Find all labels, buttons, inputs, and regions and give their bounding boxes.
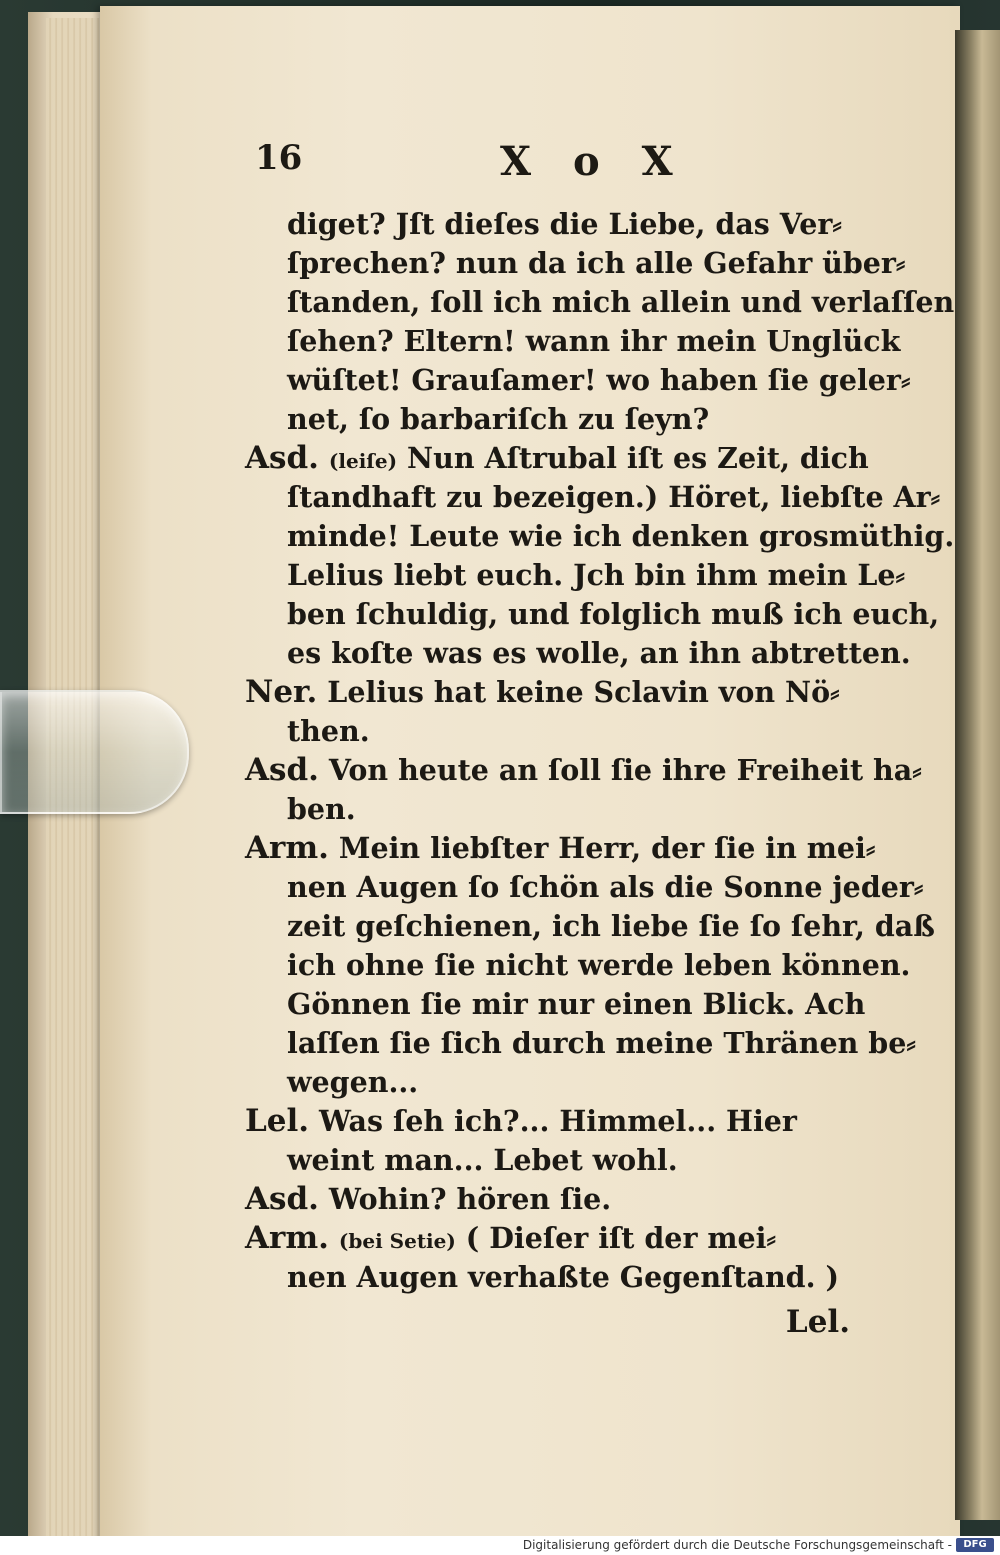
page-number: 16	[255, 138, 303, 178]
speech-line: wegen...	[287, 1065, 419, 1099]
speech-line: Gönnen ſie mir nur einen Blick. Ach	[287, 987, 866, 1021]
speech-line: nen Augen verhaßte Gegenſtand. )	[287, 1260, 839, 1294]
speaker-name: Arm.	[245, 1220, 329, 1256]
speech-text: Von heute an ſoll ſie ihre Freiheit ha⸗	[328, 753, 922, 787]
speech-text: Was ſeh ich?... Himmel... Hier	[319, 1104, 797, 1138]
speech-line: minde! Leute wie ich denken grosmüthig.	[287, 519, 955, 553]
speech-line: nen Augen ſo ſchön als die Sonne jeder⸗	[287, 870, 924, 904]
speech-line: ich ohne ſie nicht werde leben können.	[287, 948, 911, 982]
speech-line	[245, 439, 885, 478]
speaker-name: Asd.	[245, 440, 319, 476]
catchword: Lel.	[785, 1304, 850, 1340]
text-line: net, ſo barbariſch zu ſeyn?	[287, 402, 710, 436]
funding-credit: Digitalisierung gefördert durch die Deutsche Forschungsgemeinschaft -	[522, 1538, 952, 1552]
speaker-name: Asd.	[245, 752, 319, 788]
speech-line	[245, 673, 885, 712]
dfg-logo: DFG	[956, 1538, 994, 1552]
speech-text: Nun Aſtrubal iſt es Zeit, dich	[407, 441, 869, 475]
speech-line: then.	[287, 714, 370, 748]
glass-page-clip	[0, 690, 189, 814]
stage-direction: (leiſe)	[328, 449, 398, 473]
speech-line: laſſen ſie ſich durch meine Thränen be⸗	[287, 1026, 916, 1060]
right-page-edge	[955, 30, 1000, 1520]
stage-direction: (bei Setie)	[338, 1229, 456, 1253]
text-line: wüſtet! Grauſamer! wo haben ſie geler⸗	[287, 363, 911, 397]
text-line: ſehen? Eltern! wann ihr mein Unglück	[287, 324, 901, 358]
speaker-name: Asd.	[245, 1181, 319, 1217]
speech-text: Mein liebſter Herr, der ſie in mei⸗	[338, 831, 876, 865]
speech-line: zeit geſchienen, ich liebe ſie ſo ſehr, daß	[287, 909, 935, 943]
speech-text: Lelius hat keine Sclavin von Nö⸗	[327, 675, 840, 709]
speech-text: Wohin? hören ſie.	[328, 1182, 612, 1216]
speech-line	[245, 1180, 885, 1219]
speech-line	[245, 829, 885, 868]
speaker-name: Lel.	[245, 1103, 310, 1139]
speech-line	[245, 751, 922, 790]
text-line: diget? Jſt dieſes die Liebe, das Ver⸗	[287, 207, 842, 241]
speech-line: Lelius liebt euch. Jch bin ihm mein Le⸗	[287, 558, 906, 592]
header-ornament: X o X	[500, 138, 687, 185]
text-line: ſtanden, ſoll ich mich allein und verlaſſen	[287, 285, 955, 319]
speech-line	[245, 1219, 885, 1258]
speech-line: ben.	[287, 792, 356, 826]
speech-text: ( Dieſer iſt der mei⸗	[465, 1221, 776, 1255]
speech-line: ſtandhaft zu bezeigen.) Höret, liebſte Ar⸗	[287, 480, 941, 514]
text-line: ſprechen? nun da ich alle Gefahr über⸗	[287, 246, 906, 280]
speech-line: weint man... Lebet wohl.	[287, 1143, 678, 1177]
page-header	[255, 138, 855, 198]
page-text	[245, 205, 955, 1342]
speaker-name: Ner.	[245, 674, 318, 710]
speech-line: es koſte was es wolle, an ihn abtretten.	[287, 636, 911, 670]
speech-line	[245, 1102, 885, 1141]
speaker-name: Arm.	[245, 830, 329, 866]
speech-line: ben ſchuldig, und folglich muß ich euch,	[287, 597, 940, 631]
